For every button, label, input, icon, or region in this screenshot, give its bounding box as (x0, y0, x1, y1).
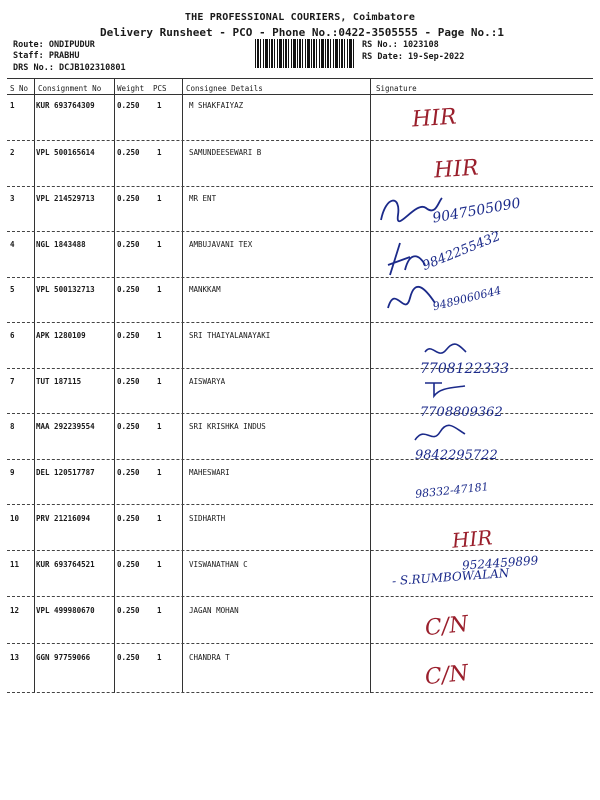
cell-pcs: 1 (157, 514, 162, 523)
rs-date: RS Date: 19-Sep-2022 (362, 52, 465, 62)
row-divider (7, 322, 593, 323)
cell-consignment: TUT 187115 (36, 377, 82, 386)
cell-sno: 9 (10, 468, 15, 477)
signature-hir: HIR (411, 104, 458, 133)
cell-consignee: VISWANATHAN C (189, 560, 248, 569)
cell-consignee: MANKKAM (189, 285, 221, 294)
cell-pcs: 1 (157, 285, 162, 294)
cell-consignee: AMBUJAVANI TEX (189, 240, 253, 249)
cell-consignee: JAGAN MOHAN (189, 606, 239, 615)
cell-consignee: SAMUNDEESEWARI B (189, 148, 262, 157)
company-title: THE PROFESSIONAL COURIERS, Coimbatore (184, 12, 416, 23)
row-divider (7, 459, 593, 460)
cell-pcs: 1 (157, 653, 162, 662)
col-divider (34, 78, 35, 693)
header-bottom-border (7, 94, 593, 95)
signature-hir: HIR (433, 155, 480, 184)
cell-consignee: SRI KRISHKA INDUS (189, 422, 266, 431)
signature-name: - S.RUMBOWALAN (391, 565, 510, 589)
cell-weight: 0.250 (117, 560, 140, 569)
cell-consignee: M SHAKFAIYAZ (189, 101, 244, 110)
cell-consignee: MAHESWARI (189, 468, 230, 477)
cell-pcs: 1 (157, 194, 162, 203)
cell-consignment: VPL 499980670 (36, 606, 95, 615)
signature-phone: 98332-47181 (414, 480, 490, 501)
route-label: Route: ONDIPUDUR (13, 40, 95, 50)
cell-consignee: SRI THAIYALANAYAKI (189, 331, 271, 340)
cell-sno: 5 (10, 285, 15, 294)
cell-pcs: 1 (157, 148, 162, 157)
cell-consignment: VPL 214529713 (36, 194, 95, 203)
cell-sno: 12 (10, 606, 20, 615)
cell-weight: 0.250 (117, 148, 140, 157)
col-header-consignee: Consignee Details (186, 84, 263, 93)
cell-weight: 0.250 (117, 240, 140, 249)
row-divider (7, 504, 593, 505)
cell-sno: 3 (10, 194, 15, 203)
cell-weight: 0.250 (117, 101, 140, 110)
staff-label: Staff: PRABHU (13, 51, 80, 61)
cell-consignment: MAA 292239554 (36, 422, 95, 431)
cell-consignment: APK 1280109 (36, 331, 86, 340)
cell-weight: 0.250 (117, 514, 140, 523)
cell-weight: 0.250 (117, 331, 140, 340)
cell-sno: 10 (10, 514, 20, 523)
signature-phone: 9524459899 (461, 553, 539, 573)
row-divider (7, 413, 593, 414)
signature-phone: 9047505090 (431, 195, 522, 227)
cell-pcs: 1 (157, 101, 162, 110)
signature-phone: 9842255432 (420, 229, 503, 274)
signature-scribble (420, 340, 470, 362)
row-divider (7, 186, 593, 187)
row-divider (7, 277, 593, 278)
col-divider (114, 78, 115, 693)
cell-consignee: AISWARYA (189, 377, 226, 386)
col-header-consignment: Consignment No (38, 84, 102, 93)
cell-weight: 0.250 (117, 285, 140, 294)
cell-consignment: NGL 1843488 (36, 240, 86, 249)
row-divider (7, 692, 593, 693)
signature-hir: HIR (451, 525, 494, 553)
cell-sno: 6 (10, 331, 15, 340)
signature-scribble (420, 378, 470, 400)
cell-consignment: VPL 500132713 (36, 285, 95, 294)
cell-sno: 1 (10, 101, 15, 110)
signature-scribble (410, 420, 470, 448)
cell-consignment: DEL 120517787 (36, 468, 95, 477)
cell-sno: 2 (10, 148, 15, 157)
cell-sno: 4 (10, 240, 15, 249)
cell-consignment: VPL 500165614 (36, 148, 95, 157)
cell-pcs: 1 (157, 240, 162, 249)
cell-weight: 0.250 (117, 377, 140, 386)
table-top-border (7, 78, 593, 79)
cell-consignee: MR ENT (189, 194, 217, 203)
signature-scribble (380, 235, 430, 280)
col-divider (370, 78, 371, 693)
cell-consignment: KUR 693764309 (36, 101, 95, 110)
signature-cn: C/N (423, 660, 470, 691)
cell-pcs: 1 (157, 560, 162, 569)
cell-sno: 13 (10, 653, 20, 662)
barcode (255, 39, 355, 68)
cell-weight: 0.250 (117, 606, 140, 615)
drs-number: DRS No.: DCJB102310801 (13, 63, 126, 73)
cell-pcs: 1 (157, 606, 162, 615)
runsheet-title: Delivery Runsheet - PCO - Phone No.:0422-3505555 - Page No.:1 (100, 26, 504, 39)
cell-weight: 0.250 (117, 653, 140, 662)
cell-consignment: GGN 97759066 (36, 653, 91, 662)
signature-phone: 9489060644 (431, 283, 503, 314)
row-divider (7, 643, 593, 644)
col-divider (182, 78, 183, 693)
row-divider (7, 140, 593, 141)
signature-phone: 7708809362 (420, 405, 503, 420)
cell-sno: 8 (10, 422, 15, 431)
cell-weight: 0.250 (117, 468, 140, 477)
cell-consignee: CHANDRA T (189, 653, 230, 662)
signature-cn: C/N (423, 611, 470, 642)
cell-weight: 0.250 (117, 422, 140, 431)
cell-weight: 0.250 (117, 194, 140, 203)
cell-sno: 7 (10, 377, 15, 386)
cell-pcs: 1 (157, 422, 162, 431)
cell-pcs: 1 (157, 468, 162, 477)
col-header-signature: Signature (376, 84, 417, 93)
signature-phone: 9842295722 (415, 448, 498, 463)
row-divider (7, 231, 593, 232)
signature-phone: 7708122333 (420, 361, 510, 377)
col-header-pcs: PCS (153, 84, 167, 93)
cell-consignment: KUR 693764521 (36, 560, 95, 569)
cell-consignment: PRV 21216094 (36, 514, 91, 523)
rs-number: RS No.: 1023108 (362, 40, 439, 50)
col-header-weight: Weight (117, 84, 145, 93)
cell-sno: 11 (10, 560, 20, 569)
cell-pcs: 1 (157, 331, 162, 340)
cell-consignee: SIDHARTH (189, 514, 226, 523)
row-divider (7, 596, 593, 597)
cell-pcs: 1 (157, 377, 162, 386)
col-header-sno: S No (10, 84, 29, 93)
row-divider (7, 550, 593, 551)
